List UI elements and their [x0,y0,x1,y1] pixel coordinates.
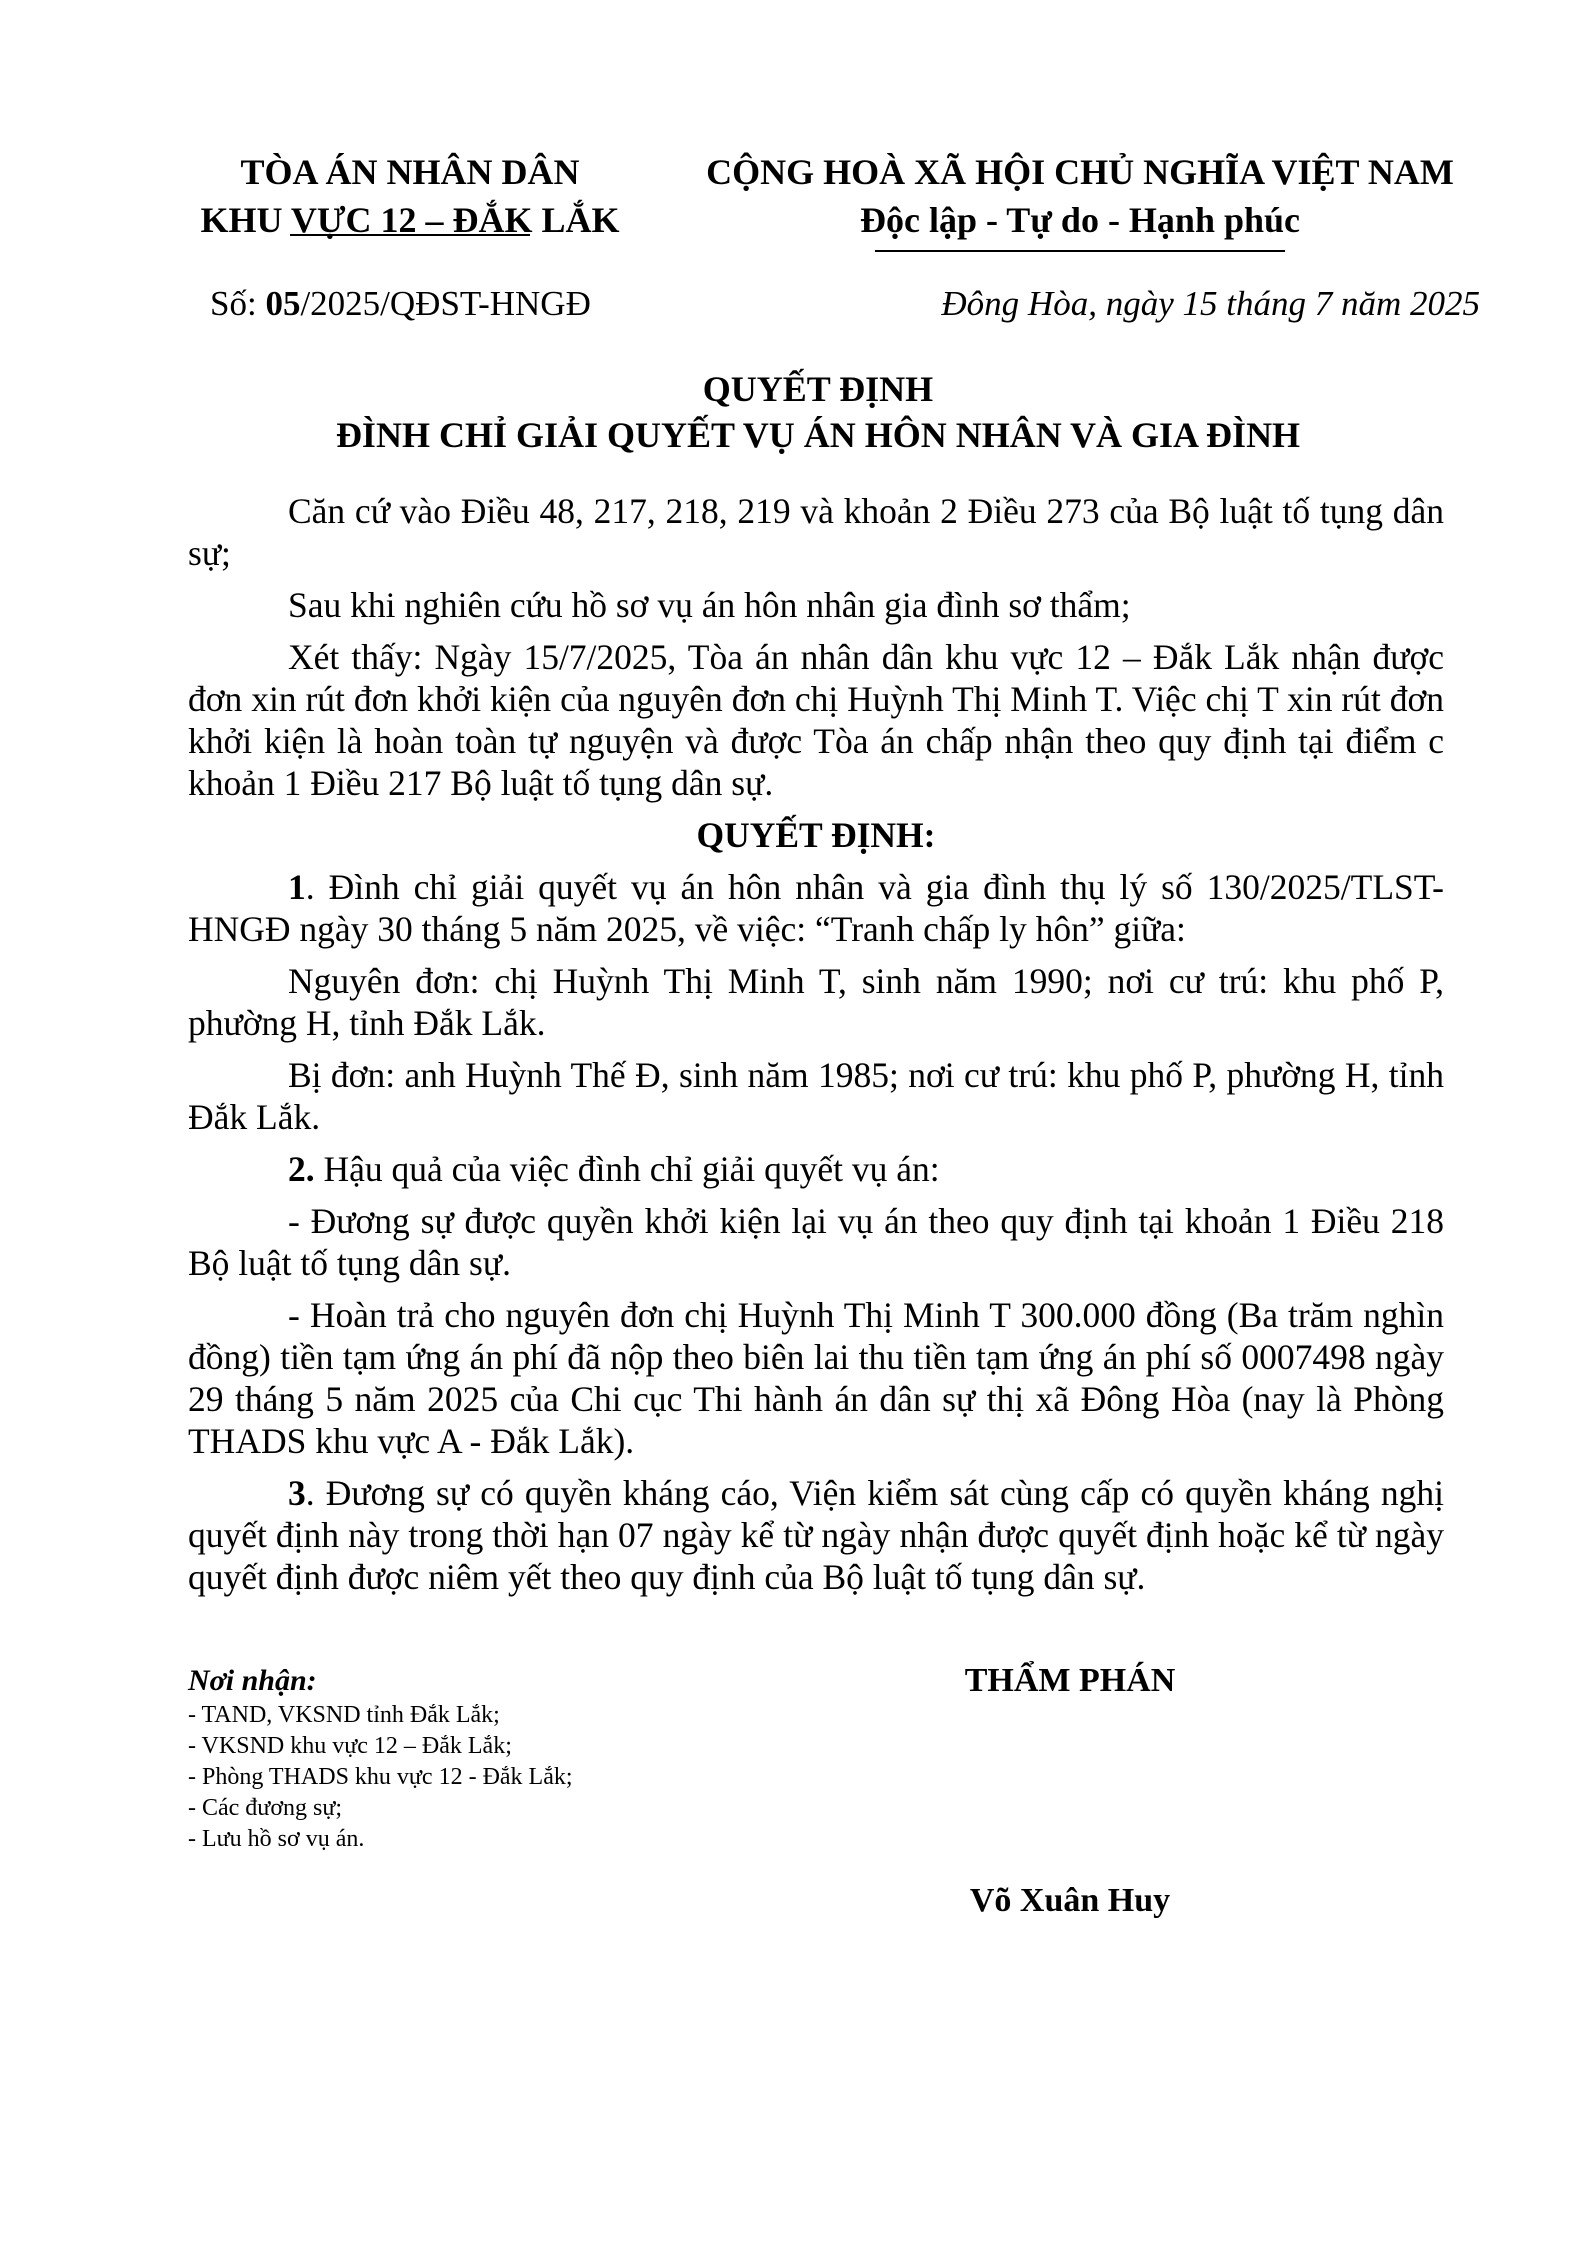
item-1-number: 1 [288,867,306,907]
item-3-text: . Đương sự có quyền kháng cáo, Viện kiểm sát cùng cấp có quyền kháng nghị quyết định này trong thời hạn 07 ngày kể từ ngày nhận được quyết định hoặc kể từ ngày quyết định được niêm yết theo quy định của Bộ luật tố tụng dân sự. [188,1473,1444,1597]
recipient-item: - Các đương sự; [188,1795,343,1821]
court-header [170,148,650,244]
national-motto: Độc lập - Tự do - Hạnh phúc [859,200,1301,240]
recipient-item: - Phòng THADS khu vực 12 - Đắk Lắk; [188,1764,573,1790]
decision-item-1 [188,866,1444,950]
legal-basis-2: Sau khi nghiên cứu hồ sơ vụ án hôn nhân gia đình sơ thẩm; [288,585,1131,625]
doc-no-suffix: /2025/QĐST-HNGĐ [300,284,591,323]
recipient-item: - Lưu hồ sơ vụ án. [188,1826,365,1852]
decision-item-2 [188,1148,1444,1190]
item-2-text: Hậu quả của việc đình chỉ giải quyết vụ án: [314,1149,940,1189]
decision-item-3 [188,1472,1444,1598]
item-2-number: 2. [288,1149,315,1189]
item-3-number: 3 [288,1473,306,1513]
nation-name: CỘNG HOÀ XÃ HỘI CHỦ NGHĨA VIỆT NAM [706,152,1454,192]
court-name-line1: TÒA ÁN NHÂN DÂN [240,152,580,192]
signer-title: THẨM PHÁN [964,1662,1176,1699]
consequence-2: - Hoàn trả cho nguyên đơn chị Huỳnh Thị Minh T 300.000 đồng (Ba trăm nghìn đồng) tiền tạm ứng án phí đã nộp theo biên lai thu tiền tạm ứng án phí số 0007498 ngày 29 tháng 5 năm 2025 của Chi cục Thi hành án dân sự thị xã Đông Hòa (nay là Phòng THADS khu vực A - Đắk Lắk). [188,1295,1444,1461]
document-subtitle: ĐÌNH CHỈ GIẢI QUYẾT VỤ ÁN HÔN NHÂN VÀ GIA ĐÌNH [335,415,1301,455]
document-number [210,282,591,326]
document-title: QUYẾT ĐỊNH [702,369,934,409]
recipients-block [188,1662,748,1855]
recipient-item: - TAND, VKSND tỉnh Đắk Lắk; [188,1702,500,1728]
legal-basis-3: Xét thấy: Ngày 15/7/2025, Tòa án nhân dân khu vực 12 – Đắk Lắk nhận được đơn xin rút đơn khởi kiện của nguyên đơn chị Huỳnh Thị Minh T. Việc chị T xin rút đơn khởi kiện là hoàn toàn tự nguyện và được Tòa án chấp nhận theo quy định tại điểm c khoản 1 Điều 217 Bộ luật tố tụng dân sự. [188,637,1444,803]
document-body [188,490,1444,1608]
court-header-underline [290,234,530,236]
plaintiff-info: Nguyên đơn: chị Huỳnh Thị Minh T, sinh năm 1990; nơi cư trú: khu phố P, phường H, tỉnh Đắk Lắk. [188,961,1444,1043]
legal-basis-1: Căn cứ vào Điều 48, 217, 218, 219 và khoản 2 Điều 273 của Bộ luật tố tụng dân sự; [188,491,1444,573]
consequence-1: - Đương sự được quyền khởi kiện lại vụ án theo quy định tại khoản 1 Điều 218 Bộ luật tố tụng dân sự. [188,1201,1444,1283]
signer-name: Võ Xuân Huy [969,1882,1171,1919]
defendant-info: Bị đơn: anh Huỳnh Thế Đ, sinh năm 1985; nơi cư trú: khu phố P, phường H, tỉnh Đắk Lắk. [188,1055,1444,1137]
recipients-title: Nơi nhận: [188,1664,317,1697]
national-motto-header [680,148,1480,244]
motto-underline [875,250,1285,252]
recipient-item: - VKSND khu vực 12 – Đắk Lắk; [188,1733,512,1759]
court-name-line2: KHU VỰC 12 – ĐẮK LẮK [200,200,620,240]
place-date: Đông Hòa, ngày 15 tháng 7 năm 2025 [941,284,1480,323]
doc-no-number: 05 [265,284,301,323]
doc-no-prefix: Số: [210,284,266,323]
item-1-text: . Đình chỉ giải quyết vụ án hôn nhân và gia đình thụ lý số 130/2025/TLST-HNGĐ ngày 30 tháng 5 năm 2025, về việc: “Tranh chấp ly hôn” giữa: [188,867,1444,949]
decision-heading: QUYẾT ĐỊNH: [696,815,936,855]
